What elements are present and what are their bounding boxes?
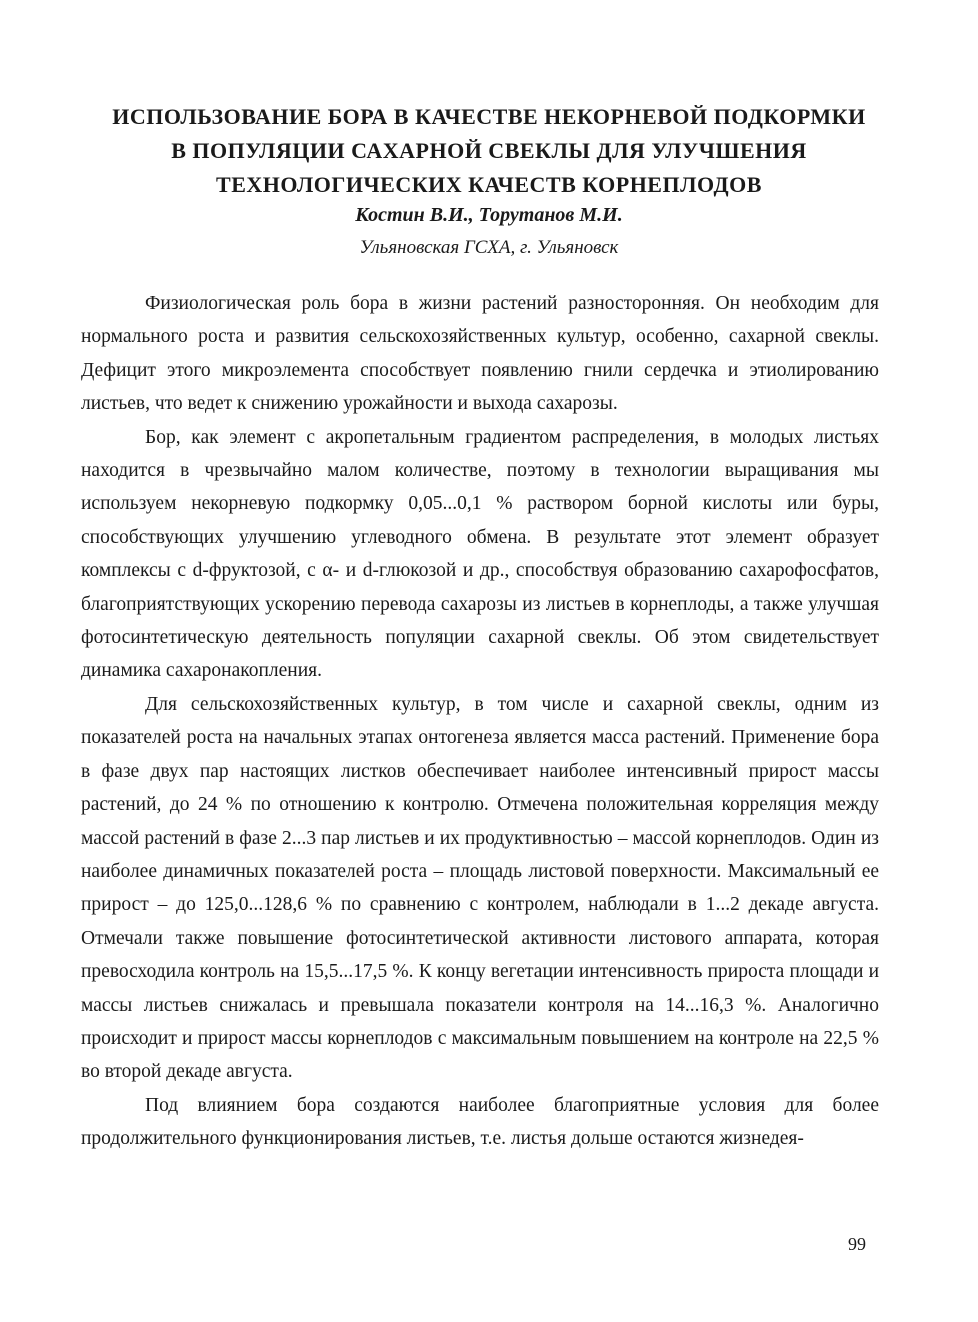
affiliation: Ульяновская ГСХА, г. Ульяновск [359,237,619,258]
paragraph: Под влиянием бора создаются наиболее благоприятные условия для более продолжительного функционирования листьев, т.е. листья дольше остаются жизнедея- [81,1094,879,1150]
paragraph: Для сельскохозяйственных культур, в том числе и сахарной свеклы, одним из показателей роста на начальных этапах онтогенеза является масса растений. Применение бора в фазе двух пар настоящих листков обеспечивает наиболее интенсивный прирост массы растений, до 24 % по отношению к контролю. Отмечена положительная корреляция между массой растений в фазе 2...3 пар листьев и их продуктивностью – массой корнеплодов. Один из наиболее динамичных показателей роста – площадь листовой поверхности. Максимальный ее прирост – до 125,0...128,6 % по сравнению с контролем, наблюдали в 1...2 декаде августа. Отмечали также повышение фотосинтетической активности листового аппарата, которая превосходила контроль на 15,5...17,5 %. К концу вегетации интенсивность прироста площади и массы листьев снижалась и превышала показатели контроля на 14...16,3 %. Аналогично происходит и прирост массы корнеплодов с максимальным повышением на контроле на 22,5 % во второй декаде августа. [81,693,879,1083]
article-body [81,287,879,1156]
paragraph: Бор, как элемент с акропетальным градиентом распределения, в молодых листьях находится в чрезвычайно малом количестве, поэтому в технологии выращивания мы используем некорневую подкормку 0,05...0,1 % раствором борной кислоты или буры, способствующих улучшению углеводного обмена. В результате этот элемент образует комплексы с d-фруктозой, с α- и d-глюкозой и др., способствуя образованию сахарофосфатов, благоприятствующих ускорению перевода сахарозы из листьев в корнеплоды, а также улучшая фотосинтетическую деятельность популяции сахарной свеклы. Об этом свидетельствует динамика сахаронакопления. [81,426,879,682]
page-number: 99 [848,1234,866,1254]
article-title [80,100,898,202]
title-line-3: ТЕХНОЛОГИЧЕСКИХ КАЧЕСТВ КОРНЕПЛОДОВ [216,172,762,197]
paragraph: Физиологическая роль бора в жизни растений разносторонняя. Он необходим для нормального роста и развития сельскохозяйственных культур, особенно, сахарной свеклы. Дефицит этого микроэлемента способствует появлению гнили сердечка и этиолированию листьев, что ведет к снижению урожайности и выхода сахарозы. [81,293,879,415]
title-line-2: В ПОПУЛЯЦИИ САХАРНОЙ СВЕКЛЫ ДЛЯ УЛУЧШЕНИЯ [171,138,807,163]
authors: Костин В.И., Торутанов М.И. [355,204,623,226]
title-line-1: ИСПОЛЬЗОВАНИЕ БОРА В КАЧЕСТВЕ НЕКОРНЕВОЙ ПОДКОРМКИ [112,104,866,129]
